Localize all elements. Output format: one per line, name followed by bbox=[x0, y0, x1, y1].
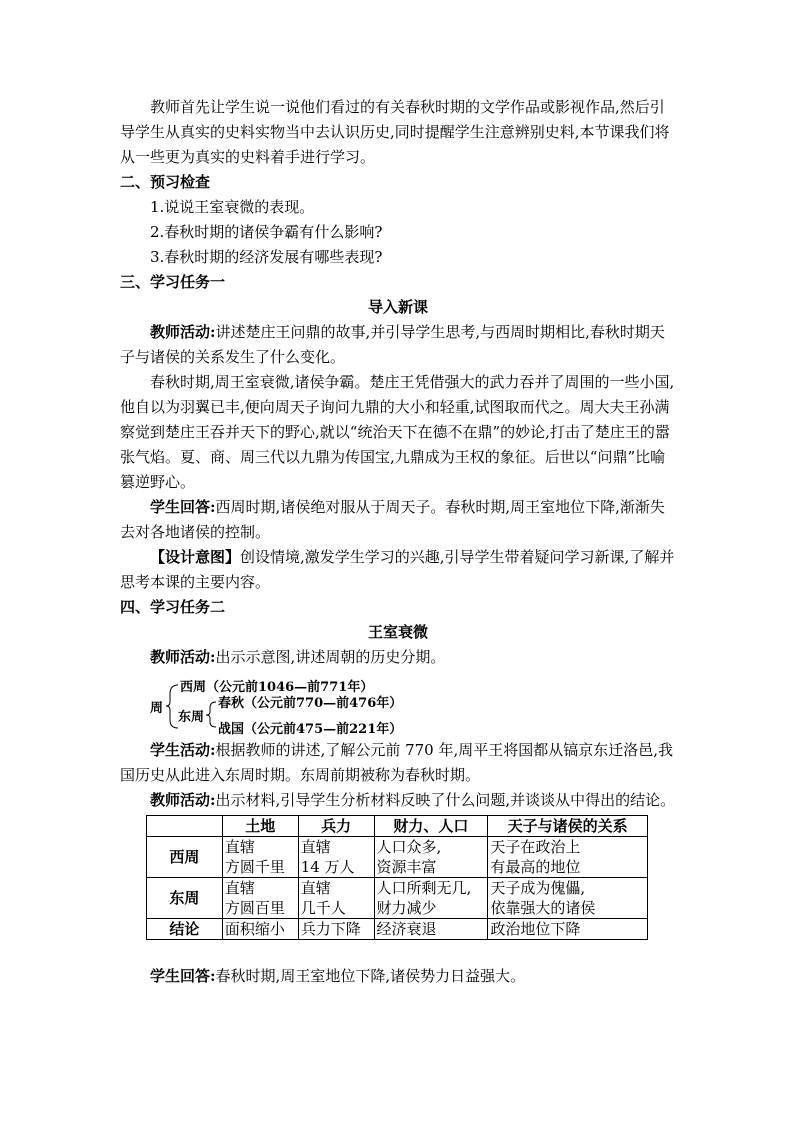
table-cell bbox=[374, 837, 488, 878]
cell-line: 几千人 bbox=[300, 899, 346, 917]
table-cell bbox=[298, 837, 374, 878]
design-intent-label: 【设计意图】 bbox=[150, 548, 241, 566]
table-cell bbox=[298, 878, 374, 919]
cell-line: 方圆千里 bbox=[224, 858, 285, 876]
student-activity bbox=[120, 738, 676, 788]
intro-paragraph: 教师首先让学生说一说他们看过的有关春秋时期的文学作品或影视作品,然后引导学生从真实的史料实物当中去认识历史,同时提醒学生注意辨别史料,本节课我们将从一些更为真实的史料着手进行学习。 bbox=[120, 98, 670, 166]
brace-east-zhou bbox=[206, 702, 216, 727]
cell-line: 财力减少 bbox=[376, 899, 437, 917]
table-row-label: 东周 bbox=[147, 878, 223, 919]
story-paragraph: 春秋时期,周王室衰微,诸侯争霸。楚庄王凭借强大的武力吞并了周围的一些小国,他自以为羽翼已丰,便向周天子询问九鼎的大小和轻重,试图取而代之。周大夫王孙满察觉到楚庄王吞并天下的野心,就以“统治天下在德不在鼎”的妙论,打击了楚庄王的嚣张气焰。夏、商、周三代以九鼎为传国宝,九鼎成为王权的象征。后世以“问鼎”比喻篡逆野心。 bbox=[120, 373, 675, 491]
zhou-periods-diagram bbox=[120, 672, 676, 738]
table-cell: 政治地位下降 bbox=[488, 919, 648, 940]
table-row-label: 结论 bbox=[147, 919, 223, 940]
preview-question-3: 3.春秋时期的经济发展有哪些表现? bbox=[150, 248, 383, 266]
section-heading-task-two: 四、学习任务二 bbox=[120, 598, 226, 616]
table-cell bbox=[374, 878, 488, 919]
cell-line: 人口所剩无几, bbox=[376, 879, 472, 897]
table-cell bbox=[222, 837, 298, 878]
cell-line: 14 万人 bbox=[300, 858, 355, 876]
student-activity-label: 学生活动: bbox=[150, 741, 216, 759]
teacher-activity-label: 教师活动: bbox=[150, 791, 216, 809]
table-cell bbox=[222, 878, 298, 919]
document-content bbox=[120, 95, 676, 989]
subtitle-royal-decline: 王室衰微 bbox=[367, 623, 428, 641]
table-cell: 经济衰退 bbox=[374, 919, 488, 940]
table-row bbox=[147, 878, 648, 919]
cell-line: 资源丰富 bbox=[376, 858, 437, 876]
diagram-spring-autumn: 春秋（公元前770—前476年） bbox=[218, 696, 403, 711]
table-row bbox=[147, 919, 648, 940]
student-answer-2 bbox=[120, 964, 676, 989]
table-cell bbox=[488, 878, 648, 919]
cell-line: 有最高的地位 bbox=[490, 858, 581, 876]
table-row-label: 西周 bbox=[147, 837, 223, 878]
table-cell: 面积缩小 bbox=[222, 919, 298, 940]
teacher-activity-text: 出示材料,引导学生分析材料反映了什么问题,并谈谈从中得出的结论。 bbox=[215, 791, 676, 809]
table-header-cell: 天子与诸侯的关系 bbox=[488, 816, 648, 837]
cell-line: 直辖 bbox=[224, 879, 255, 897]
cell-line: 依靠强大的诸侯 bbox=[490, 899, 596, 917]
teacher-activity-2 bbox=[120, 645, 676, 670]
teacher-activity-label: 教师活动: bbox=[150, 323, 216, 341]
table-header-cell bbox=[147, 816, 223, 837]
comparison-table bbox=[146, 815, 648, 940]
table-header-cell: 财力、人口 bbox=[374, 816, 488, 837]
student-answer-text: 西周时期,诸侯绝对服从于周天子。春秋时期,周王室地位下降,渐渐失去对各地诸侯的控制。 bbox=[120, 498, 665, 541]
diagram-west-zhou: 西周（公元前1046—前771年） bbox=[180, 680, 374, 695]
cell-line: 直辖 bbox=[224, 838, 255, 856]
table-row bbox=[147, 837, 648, 878]
diagram-east-zhou: 东周 bbox=[178, 710, 205, 725]
design-intent-text: 创设情境,激发学生学习的兴趣,引导学生带着疑问学习新课,了解并思考本课的主要内容。 bbox=[120, 548, 675, 591]
student-answer-label: 学生回答: bbox=[150, 967, 216, 985]
section-heading-preview-check: 二、预习检查 bbox=[120, 173, 211, 191]
brace-zhou bbox=[166, 685, 178, 728]
student-answer-text: 春秋时期,周王室地位下降,诸侯势力日益强大。 bbox=[215, 967, 526, 985]
preview-question-2: 2.春秋时期的诸侯争霸有什么影响? bbox=[150, 223, 383, 241]
student-answer-1 bbox=[120, 495, 676, 545]
cell-line: 直辖 bbox=[300, 838, 331, 856]
teacher-activity-1 bbox=[120, 320, 676, 370]
teacher-activity-3 bbox=[120, 788, 676, 813]
table-header-cell: 土地 bbox=[222, 816, 298, 837]
section-heading-task-one: 三、学习任务一 bbox=[120, 273, 226, 291]
preview-question-1: 1.说说王室衰微的表现。 bbox=[150, 198, 315, 216]
cell-line: 直辖 bbox=[300, 879, 331, 897]
table-cell bbox=[488, 837, 648, 878]
table-cell: 兵力下降 bbox=[298, 919, 374, 940]
cell-line: 天子在政治上 bbox=[490, 838, 581, 856]
table-header-cell: 兵力 bbox=[298, 816, 374, 837]
cell-line: 方圆百里 bbox=[224, 899, 285, 917]
spacer bbox=[120, 940, 676, 964]
diagram-warring-states: 战国（公元前475—前221年） bbox=[218, 722, 403, 737]
subtitle-intro-lesson: 导入新课 bbox=[367, 298, 428, 316]
design-intent bbox=[120, 545, 676, 595]
table-header-row bbox=[147, 816, 648, 837]
cell-line: 天子成为傀儡, bbox=[490, 879, 586, 897]
teacher-activity-text: 讲述楚庄王问鼎的故事,并引导学生思考,与西周时期相比,春秋时期天子与诸侯的关系发生了什么变化。 bbox=[120, 323, 665, 366]
cell-line: 人口众多, bbox=[376, 838, 442, 856]
teacher-activity-label: 教师活动: bbox=[150, 648, 216, 666]
diagram-root-zhou: 周 bbox=[150, 701, 164, 716]
student-answer-label: 学生回答: bbox=[150, 498, 216, 516]
teacher-activity-text: 出示示意图,讲述周朝的历史分期。 bbox=[215, 648, 446, 666]
student-activity-text: 根据教师的讲述,了解公元前 770 年,周平王将国都从镐京东迁洛邑,我国历史从此进入东周时期。东周前期被称为春秋时期。 bbox=[120, 741, 674, 784]
